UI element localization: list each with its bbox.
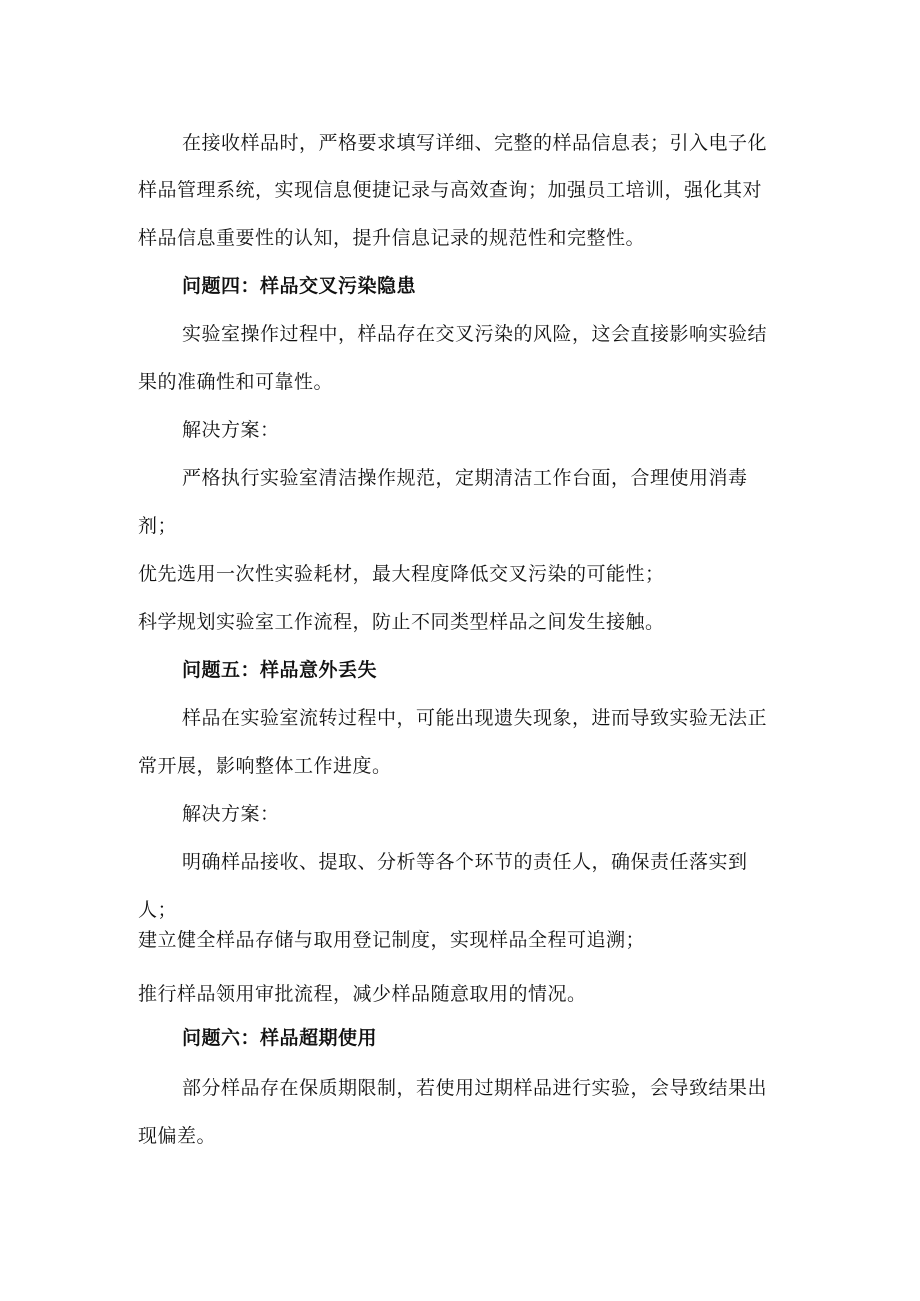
solution-line: 剂； [138, 515, 178, 537]
paragraph-line: 样品管理系统，实现信息便捷记录与高效查询；加强员工培训，强化其对 [138, 179, 763, 201]
section-heading: 问题四：样品交叉污染隐患 [182, 275, 417, 297]
section-heading: 问题六：样品超期使用 [182, 1027, 378, 1049]
paragraph-line: 部分样品存在保质期限制，若使用过期样品进行实验，会导致结果出 [182, 1077, 768, 1099]
paragraph-line: 在接收样品时，严格要求填写详细、完整的样品信息表；引入电子化 [182, 132, 768, 154]
paragraph-line: 果的准确性和可靠性。 [138, 371, 334, 393]
paragraph-line: 样品在实验室流转过程中，可能出现遗失现象，进而导致实验无法正 [182, 707, 768, 729]
solution-line: 科学规划实验室工作流程，防止不同类型样品之间发生接触。 [138, 611, 665, 633]
solution-line: 优先选用一次性实验耗材，最大程度降低交叉污染的可能性； [138, 563, 665, 585]
solution-label: 解决方案： [182, 419, 280, 441]
solution-line: 建立健全样品存储与取用登记制度，实现样品全程可追溯； [138, 929, 646, 951]
paragraph-line: 实验室操作过程中，样品存在交叉污染的风险，这会直接影响实验结 [182, 323, 768, 345]
solution-line: 人； [138, 899, 178, 921]
paragraph-line: 常开展，影响整体工作进度。 [138, 755, 392, 777]
solution-line: 严格执行实验室清洁操作规范，定期清洁工作台面，合理使用消毒 [182, 467, 748, 489]
paragraph-line: 现偏差。 [138, 1125, 217, 1147]
paragraph-line: 样品信息重要性的认知，提升信息记录的规范性和完整性。 [138, 227, 646, 249]
solution-line: 推行样品领用审批流程，减少样品随意取用的情况。 [138, 983, 587, 1005]
solution-label: 解决方案： [182, 803, 280, 825]
section-heading: 问题五：样品意外丢失 [182, 659, 378, 681]
solution-line: 明确样品接收、提取、分析等各个环节的责任人，确保责任落实到 [182, 851, 748, 873]
